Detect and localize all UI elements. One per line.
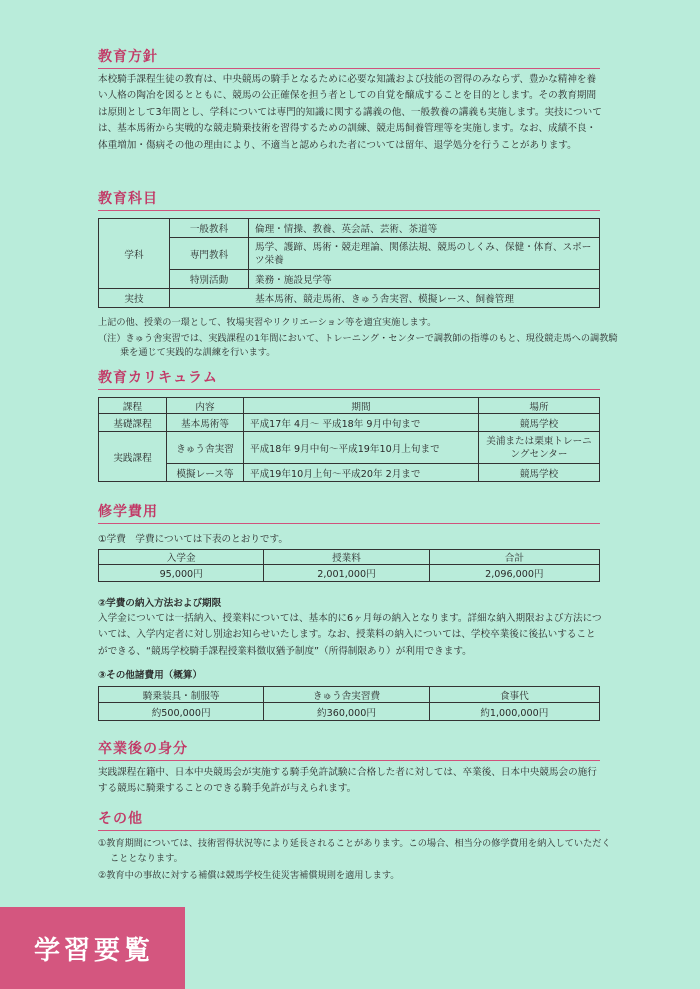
payment-text: 入学金については一括納入、授業料については、基本的に6ヶ月毎の納入となります。詳細な納入期限および方法については、入学内定者に対し別途お知らせいたします。なお、授業料の納入については、学校卒業後に後払いすることができる、“競馬学校騎手課程授業料徴収猶予制度”（所得制限あり）が利用できます。: [98, 613, 602, 657]
fees-heading: 修学費用: [98, 501, 600, 524]
policy-heading: 教育方針: [98, 46, 600, 69]
table-row: 95,000円 2,001,000円 2,096,000円: [99, 565, 600, 582]
table-row: 模擬レース等 平成19年10月上旬～平成20年 2月まで 競馬学校: [99, 464, 600, 482]
subjects-table: [98, 218, 600, 308]
subjects-footnote: （注）きゅう舎実習では、実践課程の1年間において、トレーニング・センターで調教師の指導のもと、現役競走馬への調教騎乗を通じて実践的な訓練を行います。: [98, 333, 618, 358]
table-row: 課程 内容 期間 場所: [99, 398, 600, 414]
policy-text: 本校騎手課程生徒の教育は、中央競馬の騎手となるために必要な知識および技能の習得のみならず、豊かな精神を養い人格の陶冶を図るとともに、競馬の公正確保を担う者としての自覚を醸成することを目的とします。その教育期間は原則として3年間とし、学科については専門的知識に関する講義の他、一般教養の講義も実施します。実技については、基本馬術から実戦的な競走騎乗技術を習得するための訓練、競走馬飼養管理等を実施します。なお、成績不良・体重増加・傷病その他の理由により、不適当と認められた者については留年、退学処分を行うことがあります。: [98, 74, 602, 151]
curriculum-heading: 教育カリキュラム: [98, 367, 600, 390]
table-row: 約500,000円 約360,000円 約1,000,000円: [99, 703, 600, 721]
table-row: 入学金 授業料 合計: [99, 550, 600, 565]
other-item-2: ②教育中の事故に対する補償は競馬学校生徒災害補償規則を適用します。: [98, 870, 400, 881]
other-fees-heading: ③その他諸費用（概算）: [98, 670, 203, 681]
tuition-label: ①学費 学費については下表のとおりです。: [98, 534, 288, 545]
table-row: 騎乗装具・制服等 きゅう舎実習費 食事代: [99, 687, 600, 703]
table-row: 専門教科 馬学、護蹄、馬術・競走理論、関係法規、競馬のしくみ、保健・体育、スポーツ栄養: [99, 238, 600, 270]
payment-heading: ②学費の納入方法および期限: [98, 598, 222, 609]
curriculum-table: [98, 397, 600, 482]
other-heading: その他: [98, 808, 600, 831]
subjects-note: 上記の他、授業の一環として、牧場実習やリクリエーション等を適宜実施します。: [98, 317, 437, 328]
section-badge: 学習要覧: [0, 907, 185, 989]
table-row: 学科 一般教科 倫理・情操、教養、英会話、芸術、茶道等: [99, 219, 600, 238]
tuition-table: [98, 549, 600, 582]
after-text: 実践課程在籍中、日本中央競馬会が実施する騎手免許試験に合格した者に対しては、卒業後、日本中央競馬会の施行する競馬に騎乗することのできる騎手免許が与えられます。: [98, 767, 597, 795]
other-fees-table: [98, 686, 600, 721]
other-item-1: ①教育期間については、技術習得状況等により延長されることがあります。この場合、相当分の修学費用を納入していただくこととなります。: [98, 838, 611, 864]
table-row: 実践課程 きゅう舎実習 平成18年 9月中旬～平成19年10月上旬まで 美浦または栗東トレーニングセンター: [99, 432, 600, 464]
after-heading: 卒業後の身分: [98, 738, 600, 761]
subjects-heading: 教育科目: [98, 188, 600, 211]
table-row: 基礎課程 基本馬術等 平成17年 4月～ 平成18年 9月中旬まで 競馬学校: [99, 414, 600, 432]
table-row: 実技 基本馬術、競走馬術、きゅう舎実習、模擬レース、飼養管理: [99, 289, 600, 308]
table-row: 特別活動 業務・施設見学等: [99, 270, 600, 289]
